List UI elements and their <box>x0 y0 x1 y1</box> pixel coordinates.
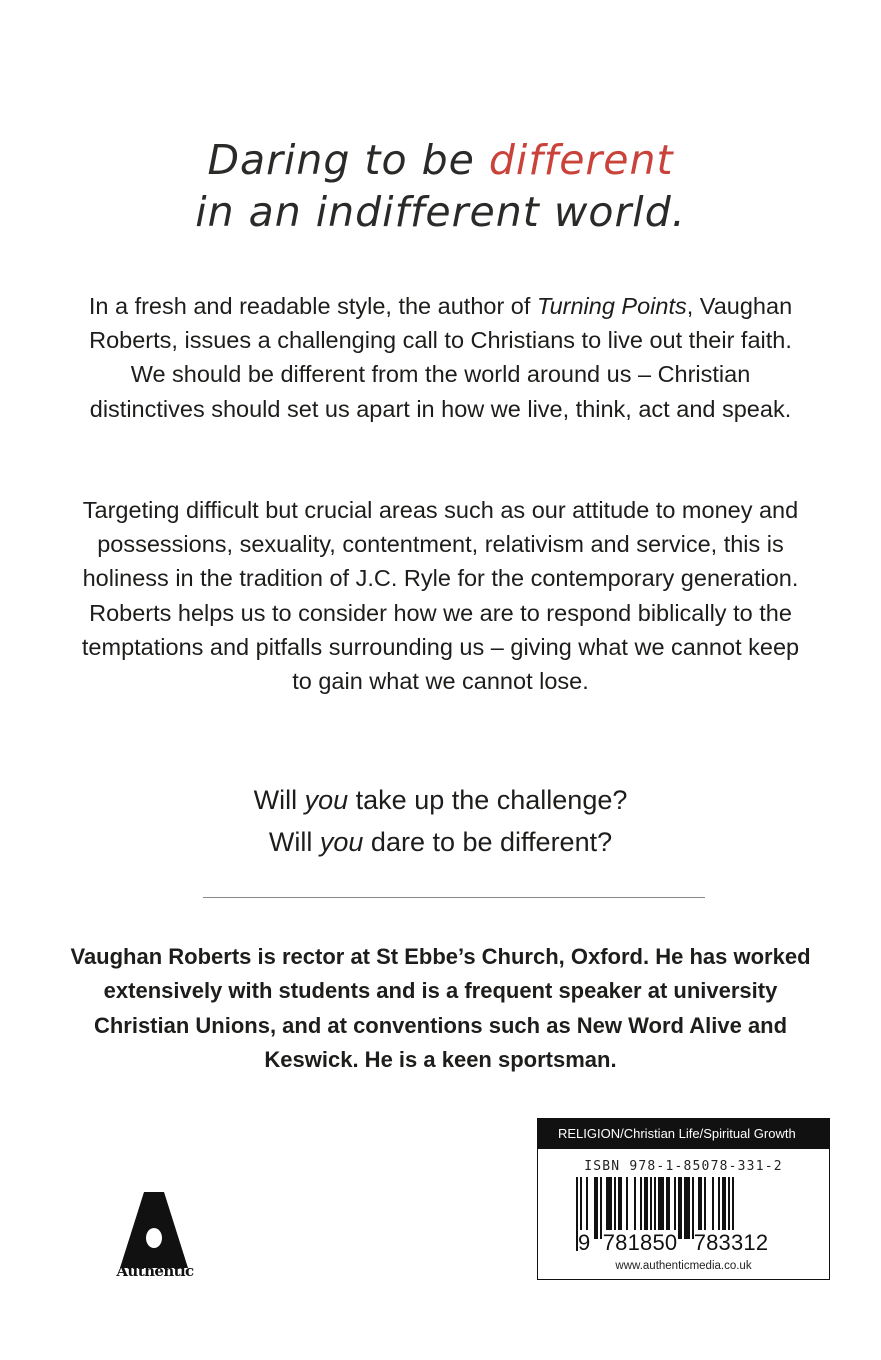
q1-emphasis: you <box>304 785 349 815</box>
headline-prefix: Daring to be <box>207 136 489 184</box>
blurb-paragraph-1 <box>70 289 811 426</box>
cover-headline <box>0 134 881 238</box>
q1-prefix: Will <box>253 785 305 815</box>
author-bio: Vaughan Roberts is rector at St Ebbe’s Church, Oxford. He has worked extensively with students and is a frequent speaker at university Christian Unions, and at conventions such as New Word Alive and Keswick. He is a keen sportsman. <box>70 944 811 1072</box>
q2-suffix: dare to be different? <box>363 827 613 857</box>
headline-line-2: in an indifferent world. <box>195 188 686 236</box>
blurb-rest: , Vaughan Roberts, issues a challenging call to Christians to live out their faith. We should be different from the world around us – Christian distinctives should set us apart in how we live, think, act and speak. <box>89 293 793 422</box>
challenge-question-1 <box>70 779 811 821</box>
q2-prefix: Will <box>268 827 320 857</box>
barcode-digits-group-1: 781850 <box>602 1230 678 1255</box>
publisher-logo-text: Authentic <box>116 1262 194 1280</box>
barcode-category: RELIGION/Christian Life/Spiritual Growth <box>538 1119 829 1149</box>
isbn-label: ISBN 978-1-85078-331-2 <box>584 1159 783 1174</box>
challenge-questions <box>70 779 811 863</box>
q2-emphasis: you <box>319 827 364 857</box>
q1-suffix: take up the challenge? <box>348 785 628 815</box>
barcode-panel <box>537 1118 830 1280</box>
barcode-digit-first: 9 <box>578 1230 591 1255</box>
barcode-digits <box>578 1230 768 1256</box>
headline-line-1 <box>0 134 881 186</box>
blurb-paragraph-2: Targeting difficult but crucial areas such as our attitude to money and possessions, sexuality, contentment, relativism and service, this is holiness in the tradition of J.C. Ryle for the contemporary generation. Roberts helps us to consider how we are to respond biblically to the temptations and pitfalls surrounding us – giving what we cannot keep to gain what we cannot lose. <box>81 497 800 695</box>
barcode-digits-group-2: 783312 <box>693 1230 769 1255</box>
challenge-question-2 <box>70 821 811 863</box>
publisher-website: www.authenticmedia.co.uk <box>615 1260 752 1272</box>
blurb-intro: In a fresh and readable style, the author of <box>88 293 537 319</box>
book-title: Turning Points <box>536 293 687 319</box>
section-divider <box>203 897 705 898</box>
headline-accent-word: different <box>488 136 674 184</box>
